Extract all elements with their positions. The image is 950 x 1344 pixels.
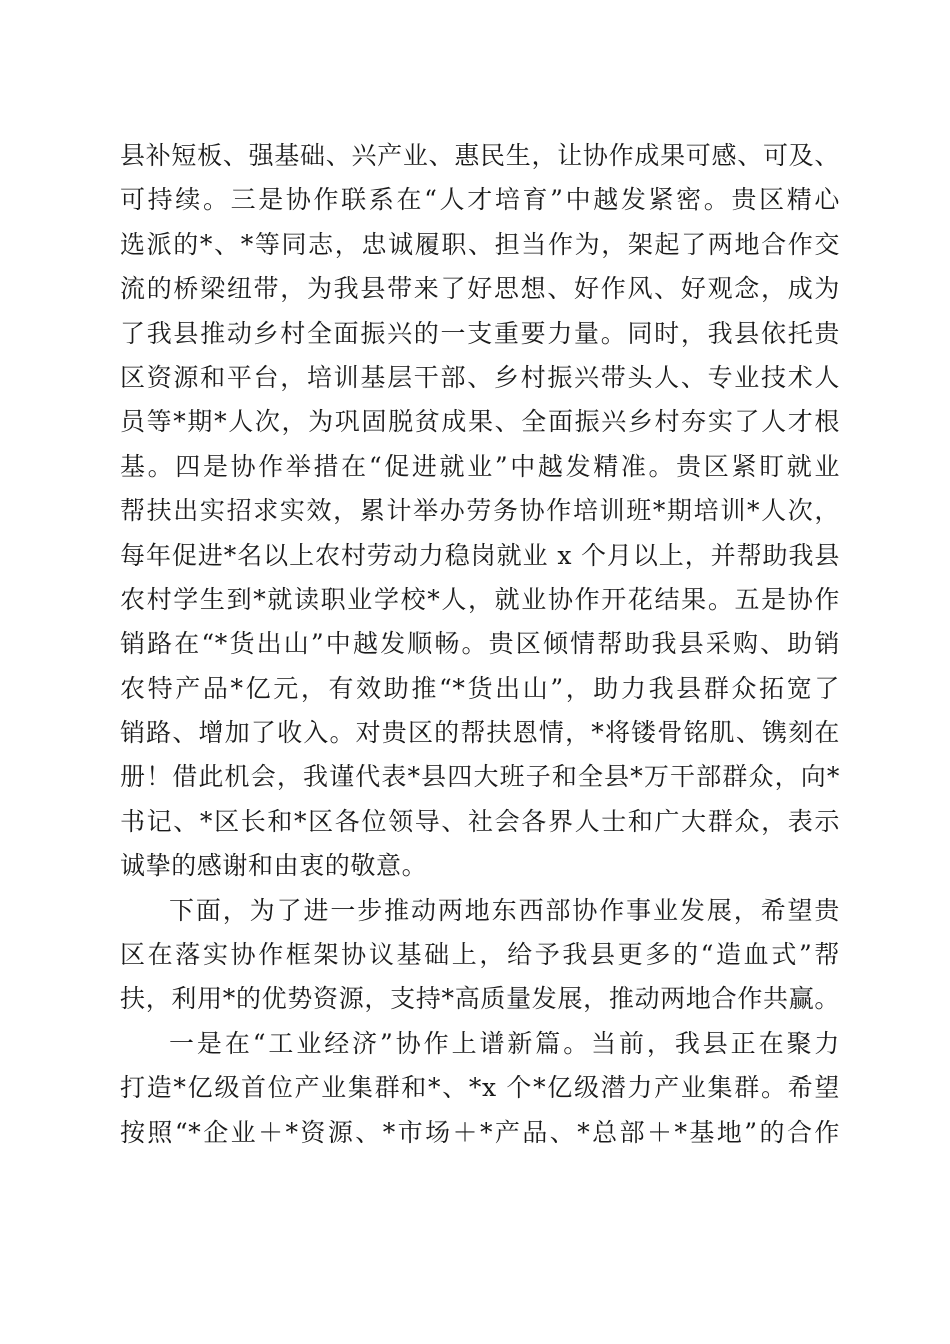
body-text [120, 134, 840, 1155]
text-line: 可持续。三是协作联系在“人才培育”中越发紧密。贵区精心 [120, 185, 840, 215]
text-line: 每年促进*名以上农村劳动力稳岗就业 x 个月以上，并帮助我县 [120, 540, 840, 570]
paragraph-start-line: 下面，为了进一步推动两地东西部协作事业发展，希望贵 [169, 895, 840, 925]
text-line: 了我县推动乡村全面振兴的一支重要力量。同时，我县依托贵 [120, 318, 840, 348]
text-line: 打造*亿级首位产业集群和*、*x 个*亿级潜力产业集群。希望 [120, 1073, 840, 1103]
text-line: 销路在“*货出山”中越发顺畅。贵区倾情帮助我县采购、助销 [120, 629, 840, 659]
paragraph-start-line: 一是在“工业经济”协作上谱新篇。当前，我县正在聚力 [169, 1028, 840, 1058]
text-line: 农村学生到*就读职业学校*人，就业协作开花结果。五是协作 [120, 584, 840, 614]
text-line: 县补短板、强基础、兴产业、惠民生，让协作成果可感、可及、 [120, 141, 840, 170]
text-line: 选派的*、*等同志，忠诚履职、担当作为，架起了两地合作交 [120, 229, 840, 259]
text-line: 书记、*区长和*区各位领导、社会各界人士和广大群众，表示 [120, 806, 840, 836]
text-line: 区资源和平台，培训基层干部、乡村振兴带头人、专业技术人 [120, 362, 840, 392]
text-line: 帮扶出实招求实效，累计举办劳务协作培训班*期培训*人次， [120, 496, 840, 526]
text-line: 按照“*企业＋*资源、*市场＋*产品、*总部＋*基地”的合作 [120, 1117, 840, 1147]
text-line: 销路、增加了收入。对贵区的帮扶恩情，*将镂骨铭肌、镌刻在 [120, 718, 840, 748]
text-line: 农特产品*亿元，有效助推“*货出山”，助力我县群众拓宽了 [120, 673, 840, 703]
text-line: 基。四是协作举措在“促进就业”中越发精准。贵区紧盯就业 [120, 451, 840, 481]
text-line: 区在落实协作框架协议基础上，给予我县更多的“造血式”帮 [120, 940, 840, 970]
text-line: 员等*期*人次，为巩固脱贫成果、全面振兴乡村夯实了人才根 [120, 407, 840, 437]
paragraph-end-line: 扶，利用*的优势资源，支持*高质量发展，推动两地合作共赢。 [120, 984, 840, 1014]
paragraph-end-line: 诚挚的感谢和由衷的敬意。 [120, 851, 428, 881]
text-line: 册！借此机会，我谨代表*县四大班子和全县*万干部群众，向* [120, 762, 840, 792]
text-line: 流的桥梁纽带，为我县带来了好思想、好作风、好观念，成为 [120, 274, 840, 304]
